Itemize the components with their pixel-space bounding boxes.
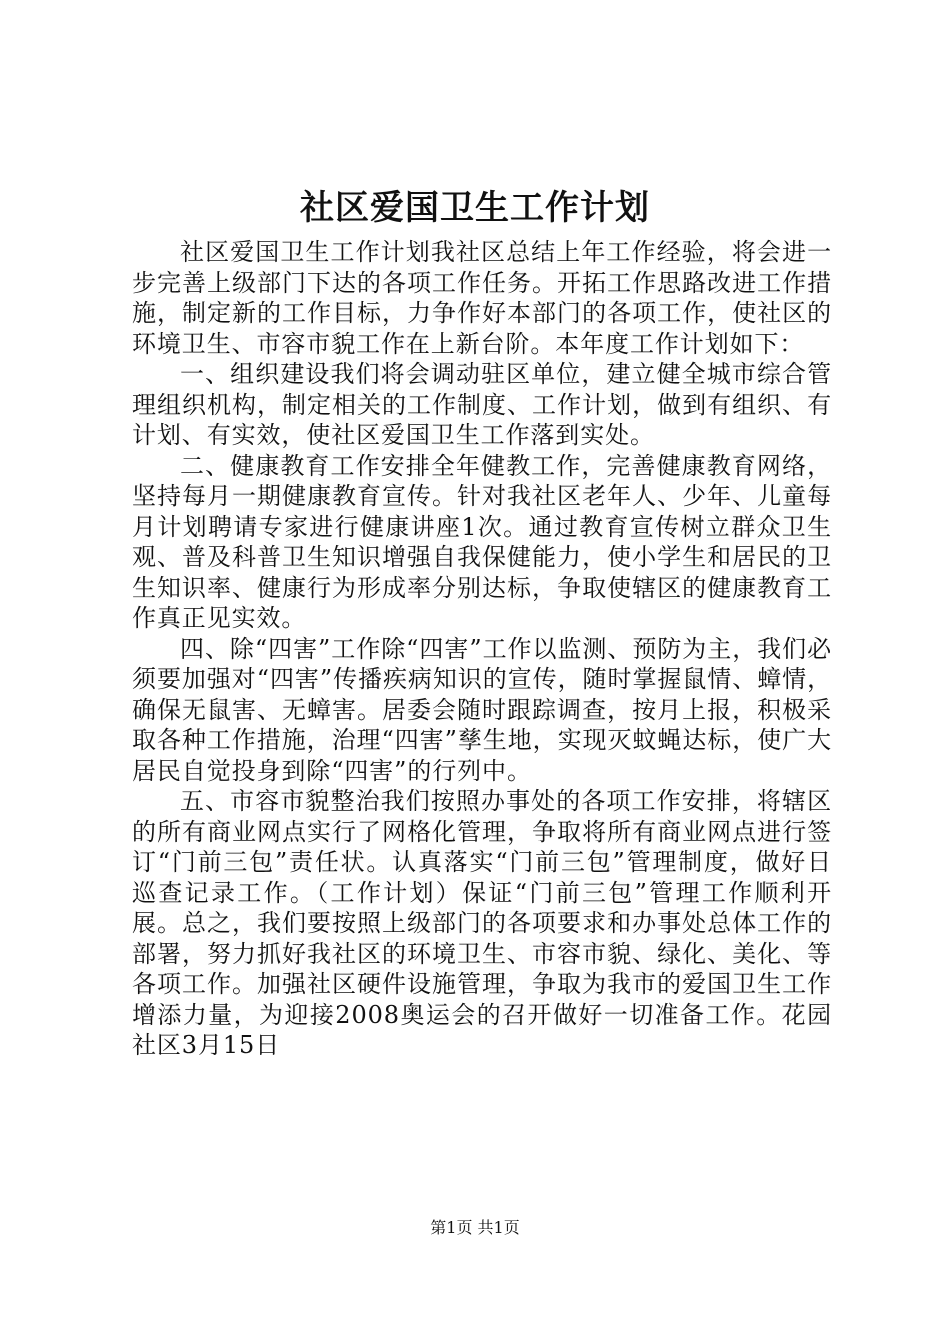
paragraph-health-education: 二、健康教育工作安排全年健教工作，完善健康教育网络，坚持每月一期健康教育宣传。针对我社区老年人、少年、儿童每月计划聘请专家进行健康讲座1次。通过教育宣传树立群众卫生观、普及科普卫生知识增强自我保健能力，使小学生和居民的卫生知识率、健康行为形成率分别达标，争取使辖区的健康教育工作真正见实效。 [132,451,832,632]
paragraph-organization: 一、组织建设我们将会调动驻区单位，建立健全城市综合管理组织机构，制定相关的工作制度、工作计划，做到有组织、有计划、有实效，使社区爱国卫生工作落到实处。 [132,360,832,449]
document-body [132,237,832,1061]
paragraph-city-appearance: 五、市容市貌整治我们按照办事处的各项工作安排，将辖区的所有商业网点实行了网格化管理，争取将所有商业网点进行签订“门前三包”责任状。认真落实“门前三包”管理制度，做好日巡查记录工作。（工作计划）保证“门前三包”管理工作顺利开展。总之，我们要按照上级部门的各项要求和办事处总体工作的部署，努力抓好我社区的环境卫生、市容市貌、绿化、美化、等各项工作。加强社区硬件设施管理，争取为我市的爱国卫生工作增添力量，为迎接2008奥运会的召开做好一切准备工作。花园社区3月15日 [132,787,832,1059]
document-title: 社区爱国卫生工作计划 [300,188,650,228]
paragraph-intro: 社区爱国卫生工作计划我社区总结上年工作经验，将会进一步完善上级部门下达的各项工作任务。开拓工作思路改进工作措施，制定新的工作目标，力争作好本部门的各项工作，使社区的环境卫生、市容市貌工作在上新台阶。本年度工作计划如下： [132,238,832,358]
page-footer: 第1页 共1页 [430,1218,520,1237]
paragraph-four-pests: 四、除“四害”工作除“四害”工作以监测、预防为主，我们必须要加强对“四害”传播疾病知识的宣传，随时掌握鼠情、蟑情，确保无鼠害、无蟑害。居委会随时跟踪调查，按月上报，积极采取各种工作措施，治理“四害”孳生地，实现灭蚊蝇达标，使广大居民自觉投身到除“四害”的行列中。 [132,634,832,785]
